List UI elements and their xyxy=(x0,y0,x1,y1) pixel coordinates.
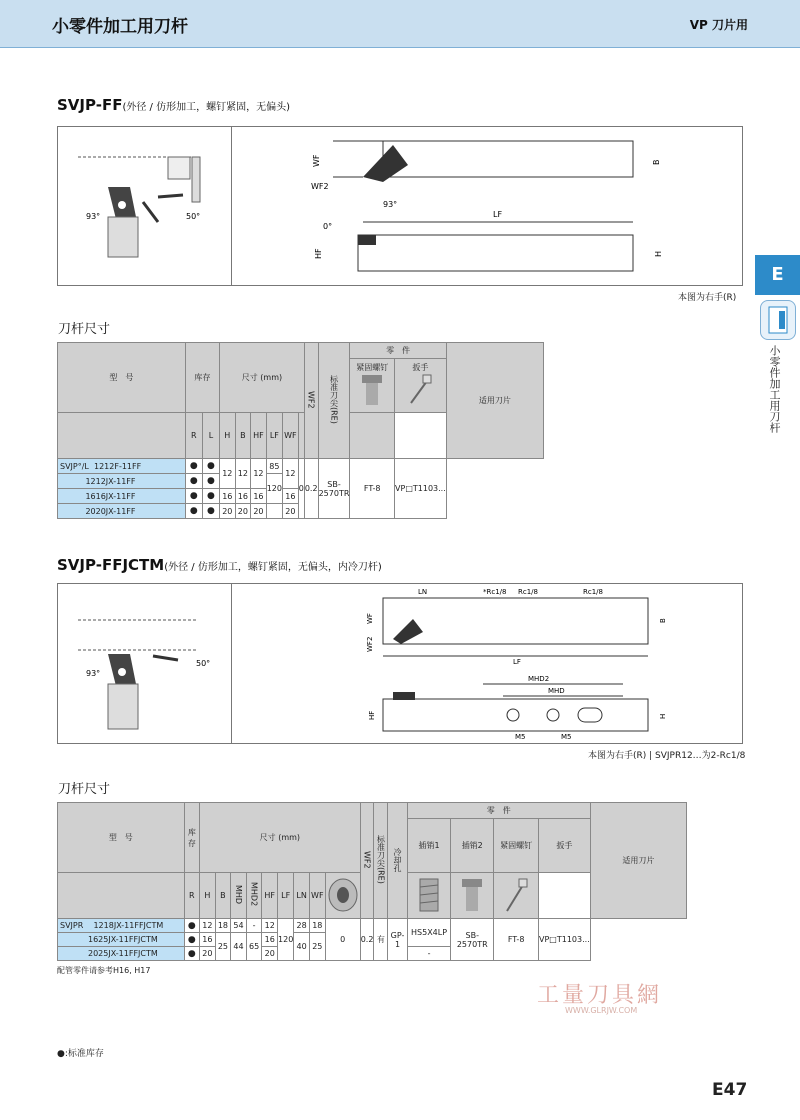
svg-text:LN: LN xyxy=(418,588,428,596)
val-wf: 18 xyxy=(309,919,325,933)
svg-text:50°: 50° xyxy=(196,659,211,668)
val-lf: 85 xyxy=(266,459,282,474)
section1-diagram xyxy=(57,126,743,286)
stock-footnote: ●:标准库存 xyxy=(57,1049,104,1059)
svg-text:M5: M5 xyxy=(515,733,526,741)
val-wf: 20 xyxy=(282,504,298,519)
parts-spacer xyxy=(350,413,395,459)
side-icon xyxy=(760,300,796,340)
val-ln: 28 xyxy=(294,919,310,933)
table-row: 1625JX-11FFJCTM xyxy=(58,933,185,947)
section-tab-e: E xyxy=(755,255,800,295)
table-row: 2020JX-11FF xyxy=(58,504,186,519)
page-header xyxy=(0,0,800,48)
val-b: 18 xyxy=(215,919,231,933)
val-insert: VP□T1103... xyxy=(395,459,447,519)
col-b: B xyxy=(235,413,251,459)
svg-text:WF: WF xyxy=(312,154,321,167)
col-lf: LF xyxy=(266,413,282,459)
svg-text:MHD: MHD xyxy=(548,687,565,695)
cool-header: 冷却孔 xyxy=(388,803,408,919)
val-pin2: - xyxy=(407,947,450,961)
wf2-header: WF2 xyxy=(304,343,318,459)
val-mhd2: 65 xyxy=(246,933,262,961)
col-h: H xyxy=(200,873,216,919)
val-cool: 有 xyxy=(374,919,388,961)
val-wf2: 0 xyxy=(325,919,360,961)
parts-spacer xyxy=(298,413,304,459)
svg-text:Rc1/8: Rc1/8 xyxy=(518,588,538,596)
screw-header: 紧固螺钉 xyxy=(494,819,539,873)
section2-hand-note: 本图为右手(R) | SVJPR12…为2-Rc1/8 xyxy=(588,751,746,761)
screw-icon xyxy=(451,873,494,919)
section2-table xyxy=(57,802,687,961)
stock-r: ● xyxy=(184,919,199,933)
table-row: SVJPR 1218JX-11FFJCTM xyxy=(58,919,185,933)
page-title: 小零件加工用刀杆 xyxy=(52,17,188,37)
val-lf: 120 xyxy=(278,919,294,961)
val-insert: VP□T1103... xyxy=(538,919,590,961)
val-b: 25 xyxy=(215,933,231,961)
val-hf: 12 xyxy=(251,459,267,489)
col-hf: HF xyxy=(262,873,278,919)
val-mhd: 54 xyxy=(231,919,247,933)
col-hf: HF xyxy=(251,413,267,459)
stock-r: ● xyxy=(185,474,202,489)
svg-text:*Rc1/8: *Rc1/8 xyxy=(483,588,507,596)
val-pin2: HS5X4LP xyxy=(407,919,450,947)
angle-93: 93° xyxy=(86,212,101,221)
val-hf: 16 xyxy=(251,489,267,504)
svg-text:LF: LF xyxy=(493,210,503,219)
val-wf: 12 xyxy=(282,459,298,489)
model-header: 型 号 xyxy=(58,803,185,873)
table-row: 2025JX-11FFJCTM xyxy=(58,947,185,961)
val-wf: 25 xyxy=(309,933,325,961)
section1-hand-note: 本图为右手(R) xyxy=(678,293,737,303)
header-category: VP 刀片用 xyxy=(689,18,748,32)
val-lf xyxy=(266,504,282,519)
section2-diagram xyxy=(57,583,743,744)
val-hf: 16 xyxy=(262,933,278,947)
col-b: B xyxy=(215,873,231,919)
svg-text:B: B xyxy=(659,618,667,623)
stock-l: ● xyxy=(202,459,219,474)
val-hf: 20 xyxy=(251,504,267,519)
stock-header: 库存 xyxy=(184,803,199,873)
val-re: 0.2 xyxy=(304,459,318,519)
section2-table-title: 刀杆尺寸 xyxy=(58,782,111,797)
col-r: R xyxy=(184,873,199,919)
model-subheader xyxy=(58,413,186,459)
svg-text:WF: WF xyxy=(366,613,374,624)
val-wf2: 0 xyxy=(298,459,304,519)
pin1-header: 插销1 xyxy=(407,819,450,873)
section1-table xyxy=(57,342,544,519)
val-pin1: GP-1 xyxy=(388,919,408,961)
val-h: 12 xyxy=(220,459,236,489)
val-h: 16 xyxy=(200,933,216,947)
col-mhd2: MHD2 xyxy=(246,873,262,919)
col-h: H xyxy=(220,413,236,459)
stock-r: ● xyxy=(184,933,199,947)
stock-r: ● xyxy=(185,459,202,474)
svg-text:WF2: WF2 xyxy=(311,182,329,191)
svg-text:93°: 93° xyxy=(86,669,101,678)
svg-text:HF: HF xyxy=(314,248,323,259)
screw-header: 紧固螺钉 xyxy=(350,359,395,413)
model-subheader xyxy=(58,873,185,919)
stock-l: ● xyxy=(202,474,219,489)
section1-title: SVJP-FF(外径 / 仿形加工，螺钉紧固，无偏头) xyxy=(57,96,290,114)
val-wf: 16 xyxy=(282,489,298,504)
val-mhd2: - xyxy=(246,919,262,933)
wrench-header: 扳手 xyxy=(395,359,447,413)
col-ln: LN xyxy=(294,873,310,919)
val-lf: 120 xyxy=(266,474,282,504)
val-wrench: FT-8 xyxy=(350,459,395,519)
pin1-icon xyxy=(325,873,360,919)
pin2-icon xyxy=(407,873,450,919)
watermark-url: WWW.GLRJW.COM xyxy=(565,1006,638,1015)
val-h: 16 xyxy=(220,489,236,504)
parts-header: 零 件 xyxy=(407,803,590,819)
model-header: 型 号 xyxy=(58,343,186,413)
side-category-label: 小零件加工用刀杆 xyxy=(768,345,781,433)
val-wrench: FT-8 xyxy=(494,919,539,961)
pin2-header: 插销2 xyxy=(451,819,494,873)
val-h: 20 xyxy=(220,504,236,519)
re-header: 标准刀尖(RE) xyxy=(374,803,388,919)
col-lf: LF xyxy=(278,873,294,919)
section1-table-title: 刀杆尺寸 xyxy=(58,322,111,337)
table-row: SVJP°/L 1212F-11FF xyxy=(58,459,186,474)
table-row: 1616JX-11FF xyxy=(58,489,186,504)
val-h: 12 xyxy=(200,919,216,933)
stock-r: ● xyxy=(184,947,199,961)
angle-50: 50° xyxy=(186,212,201,221)
watermark: 工量刀具網 xyxy=(537,983,663,1008)
svg-text:MHD2: MHD2 xyxy=(528,675,550,683)
svg-text:93°: 93° xyxy=(383,200,398,209)
val-mhd: 44 xyxy=(231,933,247,961)
col-mhd: MHD xyxy=(231,873,247,919)
piping-reference: 配管零件请参考H16, H17 xyxy=(57,966,151,975)
val-hf: 20 xyxy=(262,947,278,961)
svg-text:LF: LF xyxy=(513,658,521,666)
svg-text:M5: M5 xyxy=(561,733,572,741)
val-b: 20 xyxy=(235,504,251,519)
re-header: 标准刀尖(RE) xyxy=(318,343,350,459)
size-header: 尺寸 (mm) xyxy=(220,343,305,413)
insert-header: 适用刀片 xyxy=(590,803,686,919)
svg-text:WF2: WF2 xyxy=(366,636,374,652)
val-b: 12 xyxy=(235,459,251,489)
wf2-header: WF2 xyxy=(360,803,374,919)
col-r: R xyxy=(185,413,202,459)
val-b: 16 xyxy=(235,489,251,504)
col-wf: WF xyxy=(309,873,325,919)
stock-header: 库存 xyxy=(185,343,219,413)
val-re: 0.2 xyxy=(360,919,374,961)
section1-detail-view xyxy=(58,127,232,285)
parts-header: 零 件 xyxy=(350,343,446,359)
stock-l: ● xyxy=(202,504,219,519)
val-ln: 40 xyxy=(294,933,310,961)
stock-l: ● xyxy=(202,489,219,504)
stock-r: ● xyxy=(185,504,202,519)
table-row: 1212JX-11FF xyxy=(58,474,186,489)
col-wf: WF xyxy=(282,413,298,459)
section2-title: SVJP-FFJCTM(外径 / 仿形加工，螺钉紧固，无偏头，内冷刀杆) xyxy=(57,556,382,574)
svg-text:0°: 0° xyxy=(323,222,333,231)
section2-detail-view xyxy=(58,584,232,743)
page-number: E47 xyxy=(712,1080,748,1100)
svg-text:H: H xyxy=(654,250,663,257)
insert-header: 适用刀片 xyxy=(446,343,543,459)
val-hf: 12 xyxy=(262,919,278,933)
size-header: 尺寸 (mm) xyxy=(200,803,361,873)
wrench-icon xyxy=(494,873,539,919)
svg-text:B: B xyxy=(652,159,661,165)
stock-r: ● xyxy=(185,489,202,504)
val-screw: SB-2570TR xyxy=(451,919,494,961)
val-h: 20 xyxy=(200,947,216,961)
svg-text:Rc1/8: Rc1/8 xyxy=(583,588,603,596)
svg-text:HF: HF xyxy=(368,710,376,720)
svg-text:H: H xyxy=(659,713,667,719)
val-screw: SB-2570TR xyxy=(318,459,350,519)
col-l: L xyxy=(202,413,219,459)
wrench-header: 扳手 xyxy=(538,819,590,873)
